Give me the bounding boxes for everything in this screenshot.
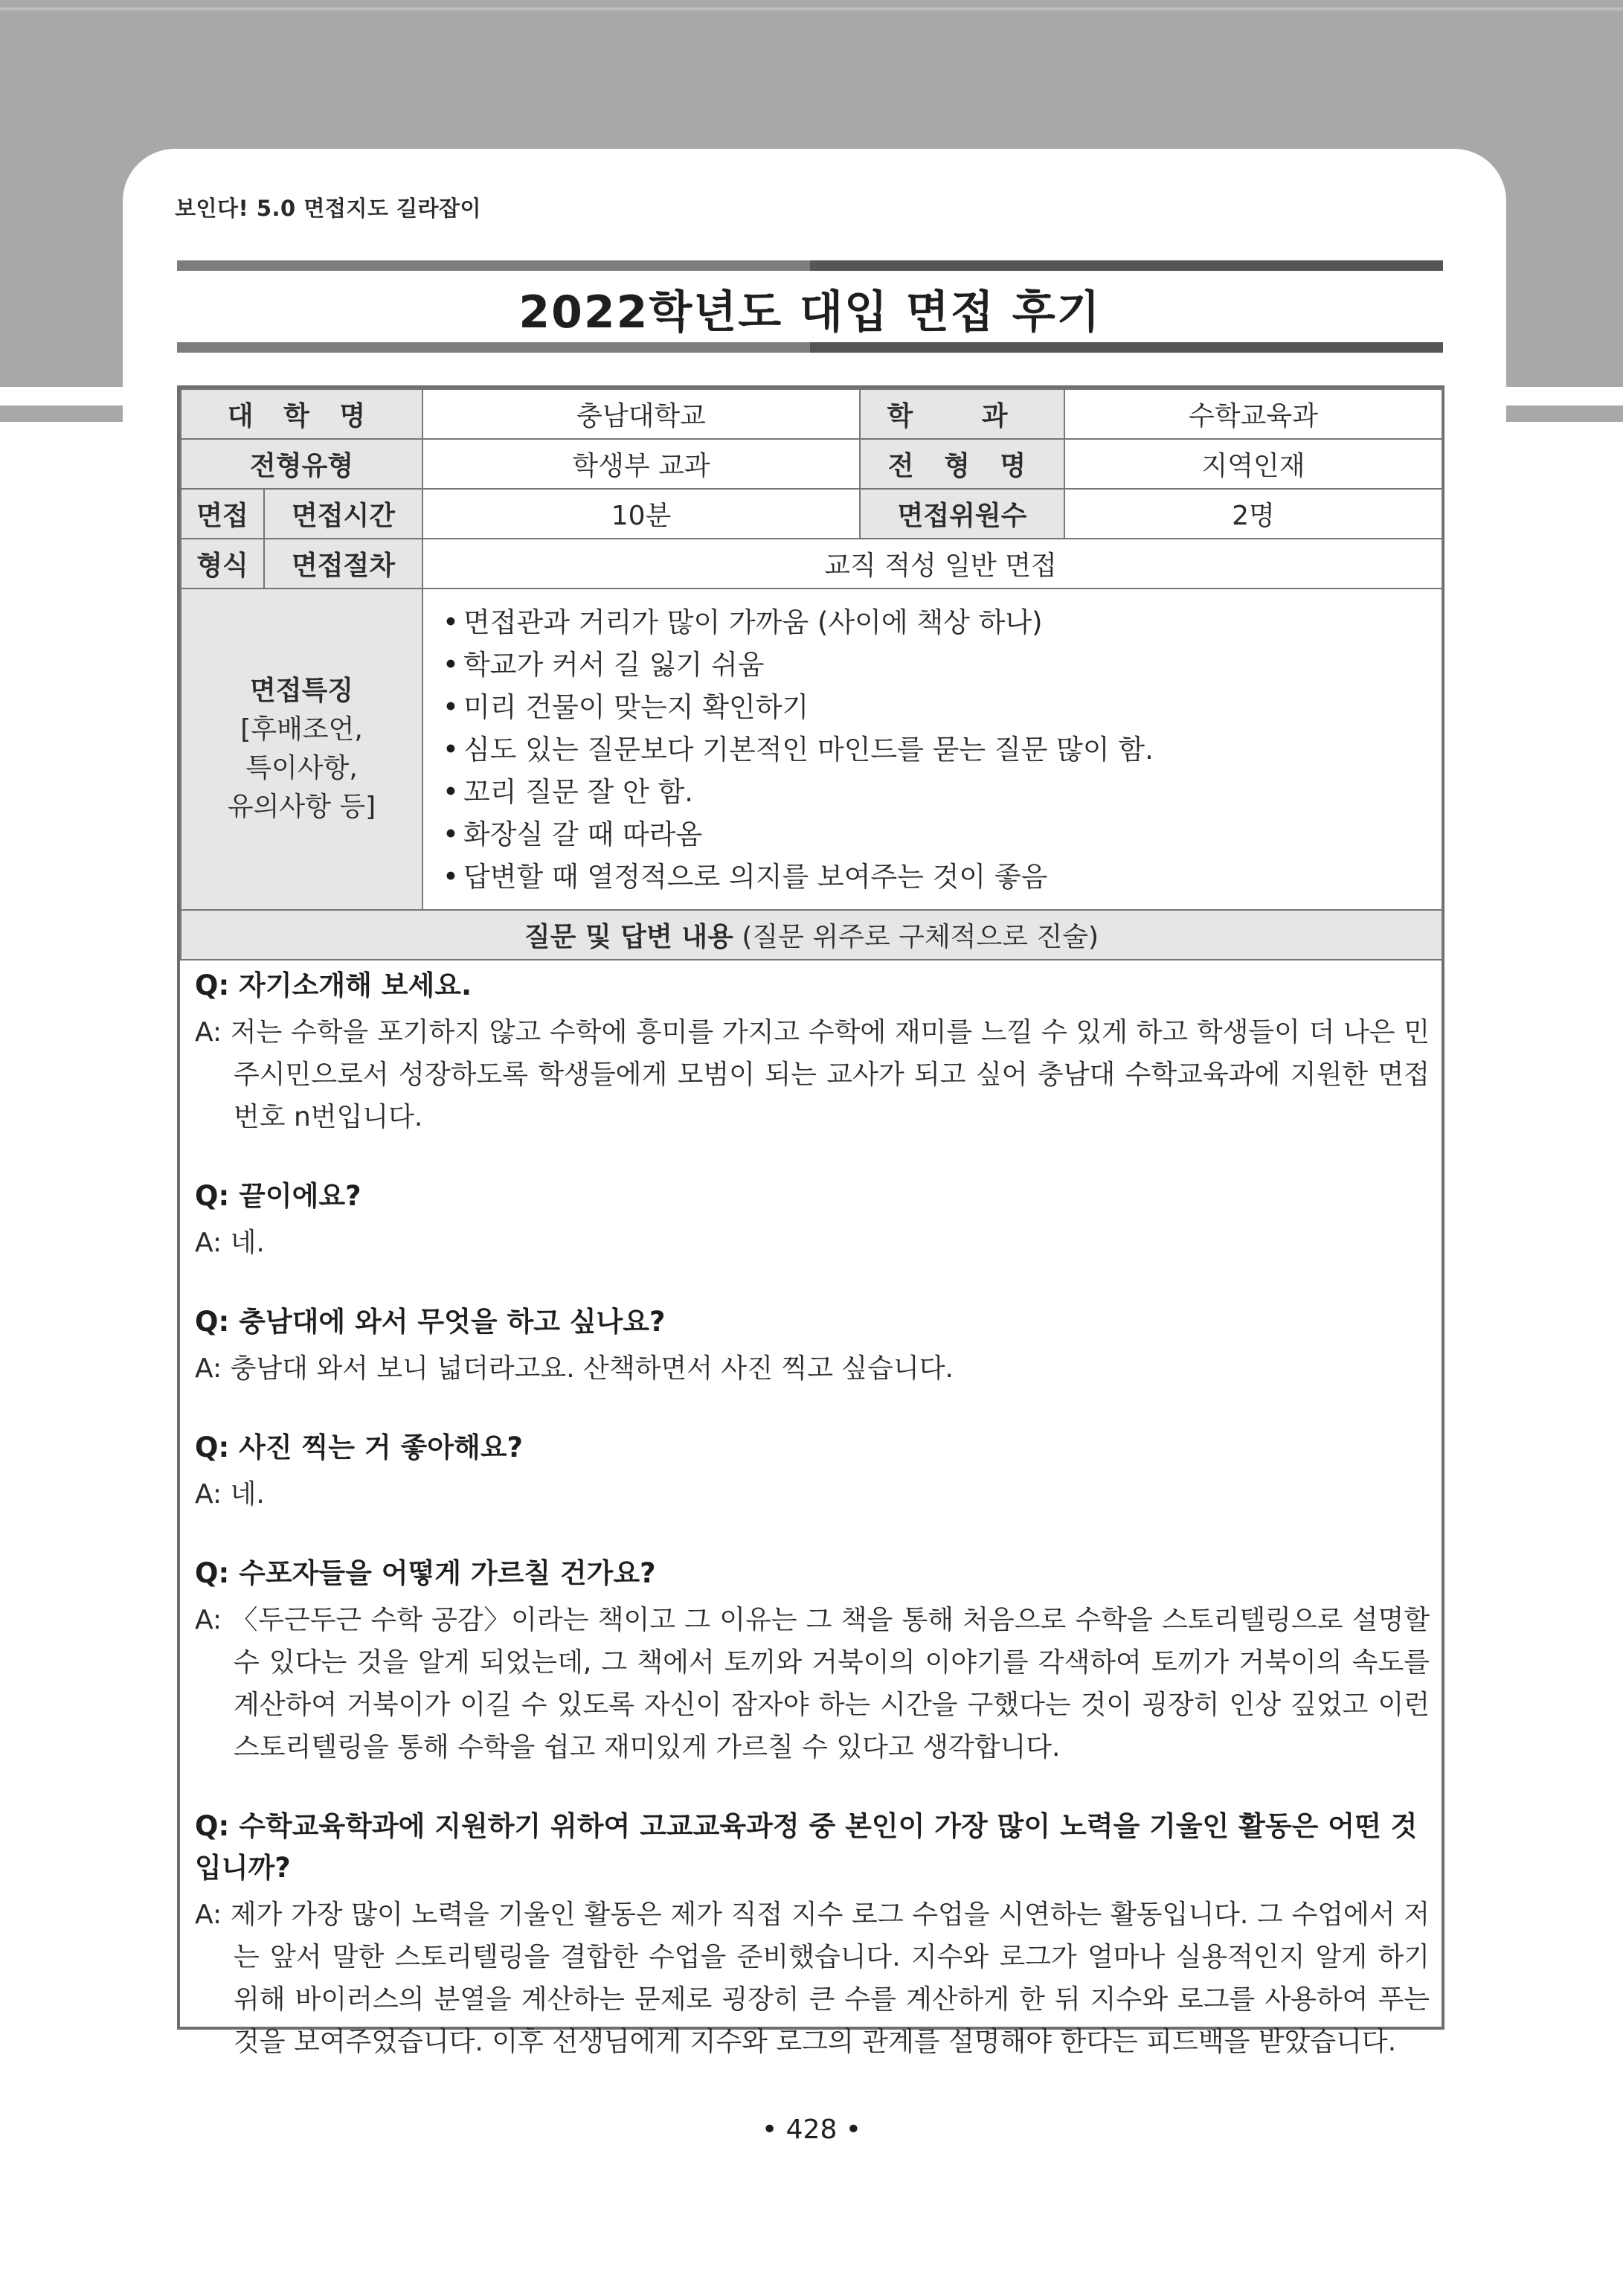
list-item: • 면접관과 거리가 많이 가까움 (사이에 책상 하나) <box>443 601 1442 644</box>
admission-type-label: 전형유형 <box>181 439 422 489</box>
list-item: • 심도 있는 질문보다 기본적인 마인드를 묻는 질문 많이 함. <box>443 728 1442 771</box>
procedure-value: 교직 적성 일반 면접 <box>422 539 1442 589</box>
right-side-stripe <box>1506 405 1623 422</box>
answer: A: 제가 가장 많이 노력을 기울인 활동은 제가 직접 지수 로그 수업을 시연하는 활동입니다. 그 수업에서 저는 앞서 말한 스토리텔링을 결합한 수업을 준비했습니다. 지수와 로그가 얼마나 실용적인지 알게 하기위해 바이러스의 분열을 계산하는 문제로 굉장히 큰 수를 계산하게 한 뒤 지수와 로그를 사용하여 푸는 것을 보여주었습니다. 이후 선생님에게 지수와 로그의 관계를 설명해야 한다는 피드백을 받았습니다. <box>195 1899 1430 2057</box>
department-value: 수학교육과 <box>1064 389 1442 439</box>
answer: A: 저는 수학을 포기하지 않고 수학에 흥미를 가지고 수학에 재미를 느낄 수 있게 하고 학생들이 더 나은 민주시민으로서 성장하도록 학생들에게 모범이 되는 교사가 되고 싶어 충남대 수학교육과에 지원한 면접번호 n번입니다. <box>195 1017 1430 1132</box>
admission-name-value: 지역인재 <box>1064 439 1442 489</box>
table-row <box>181 910 1442 960</box>
page-title: 2022학년도 대입 면접 후기 <box>518 286 1102 339</box>
list-item: • 답변할 때 열정적으로 의지를 보여주는 것이 좋음 <box>443 856 1442 898</box>
time-value: 10분 <box>422 489 860 539</box>
question: Q: 자기소개해 보세요. <box>195 969 472 1001</box>
features-label-cell <box>181 589 422 910</box>
list-item: • 학교가 커서 길 잃기 쉬움 <box>443 644 1442 686</box>
list-item: • 미리 건물이 맞는지 확인하기 <box>443 686 1442 728</box>
qa-section-head-normal: (질문 위주로 구체적으로 진술) <box>733 922 1099 952</box>
left-side-stripe <box>0 405 123 422</box>
qa-section-head <box>181 910 1442 960</box>
features-label: 면접특징 <box>249 676 354 706</box>
features-sub-1: [후배조언, <box>240 714 363 745</box>
university-label: 대 학 명 <box>181 389 422 439</box>
answer: A: 충남대 와서 보니 넓더라고요. 산책하면서 사진 찍고 싶습니다. <box>195 1353 954 1384</box>
time-label: 면접시간 <box>264 489 422 539</box>
interview-review-box <box>177 385 1444 2057</box>
format-label-2: 형식 <box>181 539 264 589</box>
features-cell <box>422 589 1442 910</box>
table-row <box>181 589 1442 910</box>
features-sub-2: 특이사항, <box>245 753 358 783</box>
question: Q: 충남대에 와서 무엇을 하고 싶나요? <box>195 1306 666 1338</box>
question: Q: 사진 찍는 거 좋아해요? <box>195 1431 523 1463</box>
department-label: 학 과 <box>860 389 1064 439</box>
question: Q: 끝이에요? <box>195 1180 361 1212</box>
interviewers-label: 면접위원수 <box>860 489 1064 539</box>
qa-section-head-bold: 질문 및 답변 내용 <box>524 922 733 952</box>
qa-list <box>195 965 1430 2063</box>
title-rule-top <box>177 260 1443 271</box>
page-number: • 428 • <box>761 2114 862 2145</box>
top-rule <box>0 7 1623 10</box>
format-label-1: 면접 <box>181 489 264 539</box>
features-list <box>423 591 1442 908</box>
admission-name-label: 전 형 명 <box>860 439 1064 489</box>
running-head: 보인다! 5.0 면접지도 길라잡이 <box>175 196 482 221</box>
info-table <box>180 388 1443 961</box>
interviewers-value: 2명 <box>1064 489 1442 539</box>
answer: A: 네. <box>195 1228 265 1258</box>
answer: A: 네. <box>195 1479 265 1510</box>
question: Q: 수포자들을 어떻게 가르칠 건가요? <box>195 1557 656 1589</box>
admission-type-value: 학생부 교과 <box>422 439 860 489</box>
list-item: • 화장실 갈 때 따라옴 <box>443 813 1442 856</box>
table-row <box>181 439 1442 489</box>
title-rule-bottom <box>177 342 1443 353</box>
list-item: • 꼬리 질문 잘 안 함. <box>443 771 1442 813</box>
procedure-label: 면접절차 <box>264 539 422 589</box>
features-sub-3: 유의사항 등] <box>227 792 376 822</box>
table-row <box>181 539 1442 589</box>
question: Q: 수학교육학과에 지원하기 위하여 고교교육과정 중 본인이 가장 많이 노력을 기울인 활동은 어떤 것입니까? <box>195 1810 1418 1884</box>
table-row <box>181 389 1442 439</box>
answer: A: 〈두근두근 수학 공감〉이라는 책이고 그 이유는 그 책을 통해 처음으로 수학을 스토리텔링으로 설명할 수 있다는 것을 알게 되었는데, 그 책에서 토끼와 거북이의 이야기를 각색하여 토끼가 거북이의 속도를 계산하여 거북이가 이길 수 있도록 자신이 잠자야 하는 시간을 구했다는 것이 굉장히 인상 깊었고 이런 스토리텔링을 통해 수학을 쉽고 재미있게 가르칠 수 있다고 생각합니다. <box>195 1605 1430 1763</box>
university-value: 충남대학교 <box>422 389 860 439</box>
table-row <box>181 489 1442 539</box>
